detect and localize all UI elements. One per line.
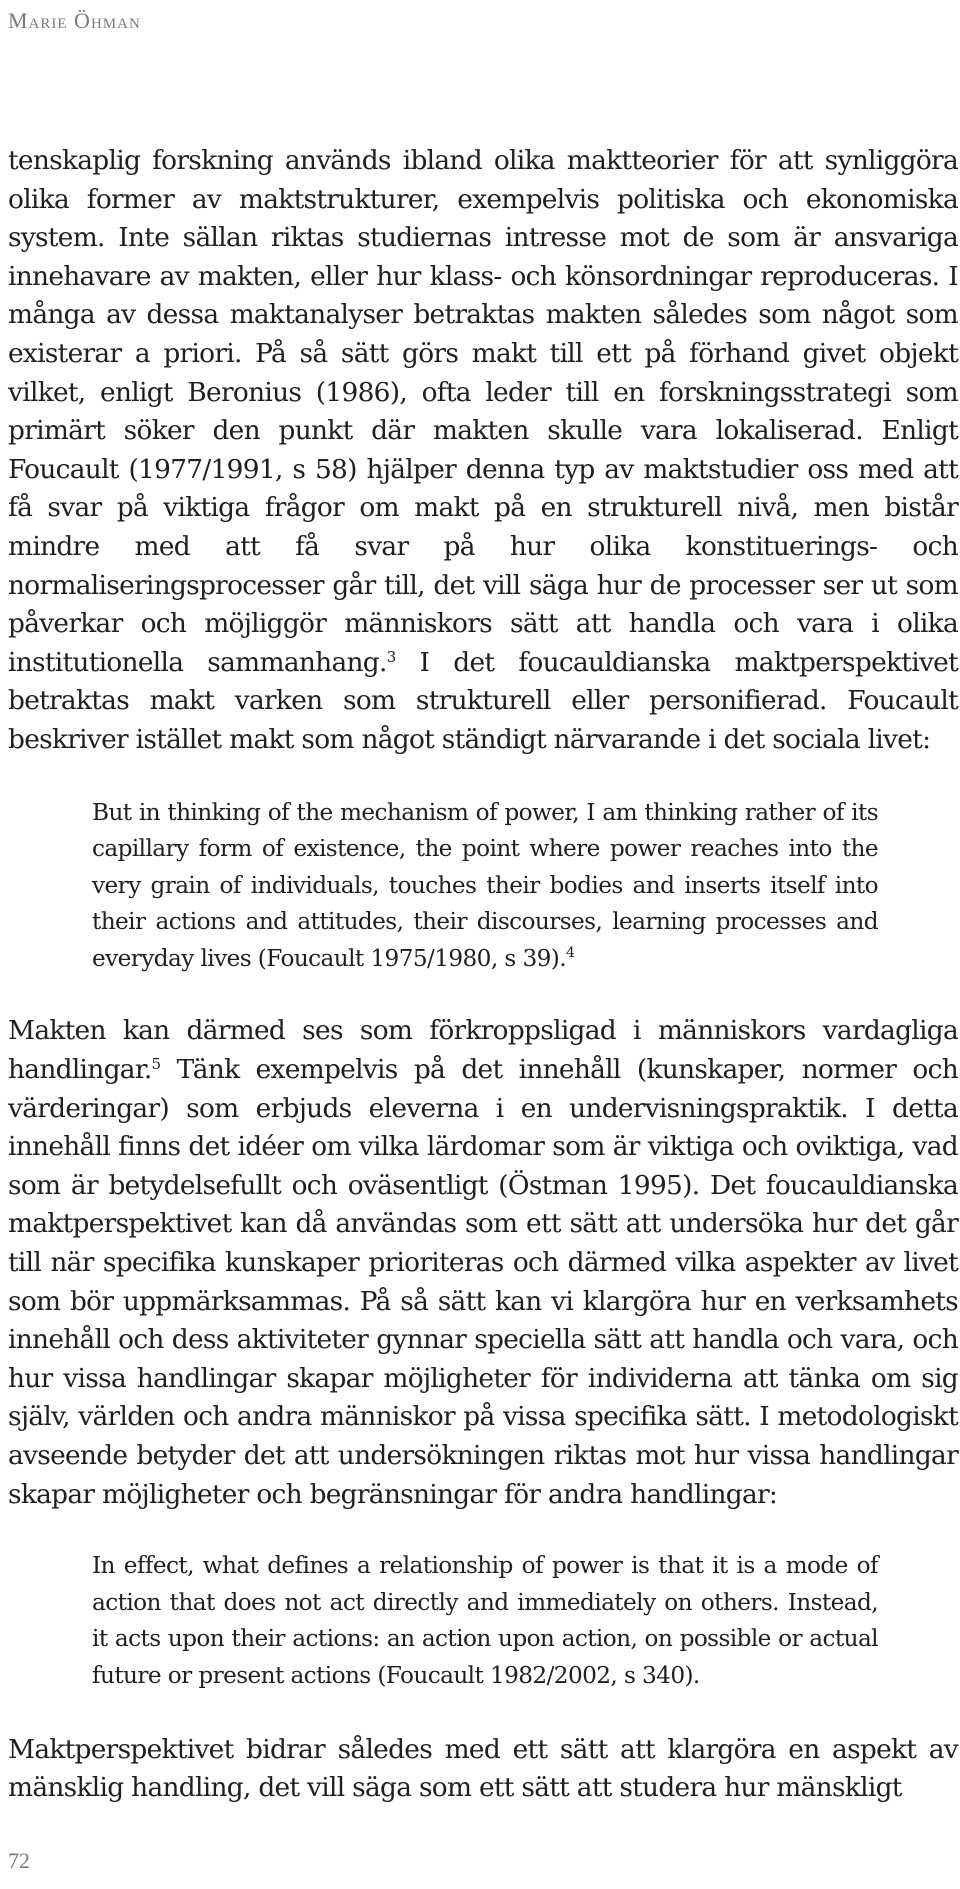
paragraph-1-text-b: I det foucauldianska maktperspektivet betraktas makt varken som strukturell eller personifierad. Foucault beskriver istället makt som något ständigt närvarande i det sociala livet: — [8, 646, 958, 755]
paragraph-1 — [8, 142, 958, 760]
block-quote-2-text: In effect, what defines a relationship of power is that it is a mode of action that does not act directly and immediately on others. Instead, it acts upon their actions: an action upon action, on possible or actual future or present actions (Foucault 1982/2002, s 340). — [92, 1552, 878, 1689]
paragraph-2 — [8, 1012, 958, 1514]
block-quote-1-text: But in thinking of the mechanism of power, I am thinking rather of its capillary form of existence, the point where power reaches into the very grain of individuals, touches their bodies and inserts itself into their actions and attitudes, their discourses, learning processes and everyday lives (Foucault 1975/1980, s 39). — [92, 798, 878, 972]
paragraph-3-text: Maktperspektivet bidrar således med ett sätt att klargöra en aspekt av mänsklig handling, det vill säga som ett sätt att studera hur mänskligt — [8, 1733, 958, 1804]
footnote-ref-4[interactable]: 4 — [565, 944, 575, 961]
footnote-ref-5[interactable]: 5 — [151, 1055, 161, 1074]
paragraph-3 — [8, 1731, 958, 1808]
page-number: 72 — [8, 1848, 30, 1873]
running-head: Marie Öhman — [8, 8, 141, 33]
page-body — [8, 142, 958, 1808]
block-quote-2 — [8, 1548, 958, 1694]
block-quote-1 — [8, 795, 958, 978]
paragraph-2-text-b: Tänk exempelvis på det innehåll (kunskaper, normer och värderingar) som erbjuds eleverna i en undervisningspraktik. I detta innehåll finns det idéer om vilka lärdomar som är viktiga och oviktiga, vad som är betydelsefullt och oväsentligt (Östman 1995). Det foucauldianska maktperspektivet kan då användas som ett sätt att undersöka hur det går till när specifika kunskaper prioriteras och därmed vilka aspekter av livet som bör uppmärksammas. På så sätt kan vi klargöra hur en verksamhets innehåll och dess aktiviteter gynnar speciella sätt att handla och vara, och hur vissa handlingar skapar möjligheter för individerna att tänka om sig själv, världen och andra människor på vissa specifika sätt. I metodologiskt avseende betyder det att undersökningen riktas mot hur vissa handlingar skapar möjligheter och begränsningar för andra handlingar: — [8, 1054, 958, 1510]
paragraph-1-text-a: tenskaplig forskning används ibland olika maktteorier för att synliggöra olika former av maktstrukturer, exempelvis politiska och ekonomiska system. Inte sällan riktas studiernas intresse mot de som är ansvariga innehavare av makten, eller hur klass- och könsordningar reproduceras. I många av dessa maktanalyser betraktas makten således som något som existerar a priori. På så sätt görs makt till ett på förhand givet objekt vilket, enligt Beronius (1986), ofta leder till en forskningsstrategi som primärt söker den punkt där makten skulle vara lokaliserad. Enligt Foucault (1977/1991, s 58) hjälper denna typ av maktstudier oss med att få svar på viktiga frågor om makt på en strukturell nivå, men bistår mindre med att få svar på hur olika konstituerings- och normaliseringsprocesser går till, det vill säga hur de processer ser ut som påverkar och möjliggör människors sätt att handla och vara i olika institutionella sammanhang. — [8, 145, 958, 678]
footnote-ref-3[interactable]: 3 — [386, 647, 396, 666]
paragraph-2-text-a: Makten kan därmed ses som förkroppsligad i människors vardagliga handlingar. — [8, 1015, 958, 1086]
